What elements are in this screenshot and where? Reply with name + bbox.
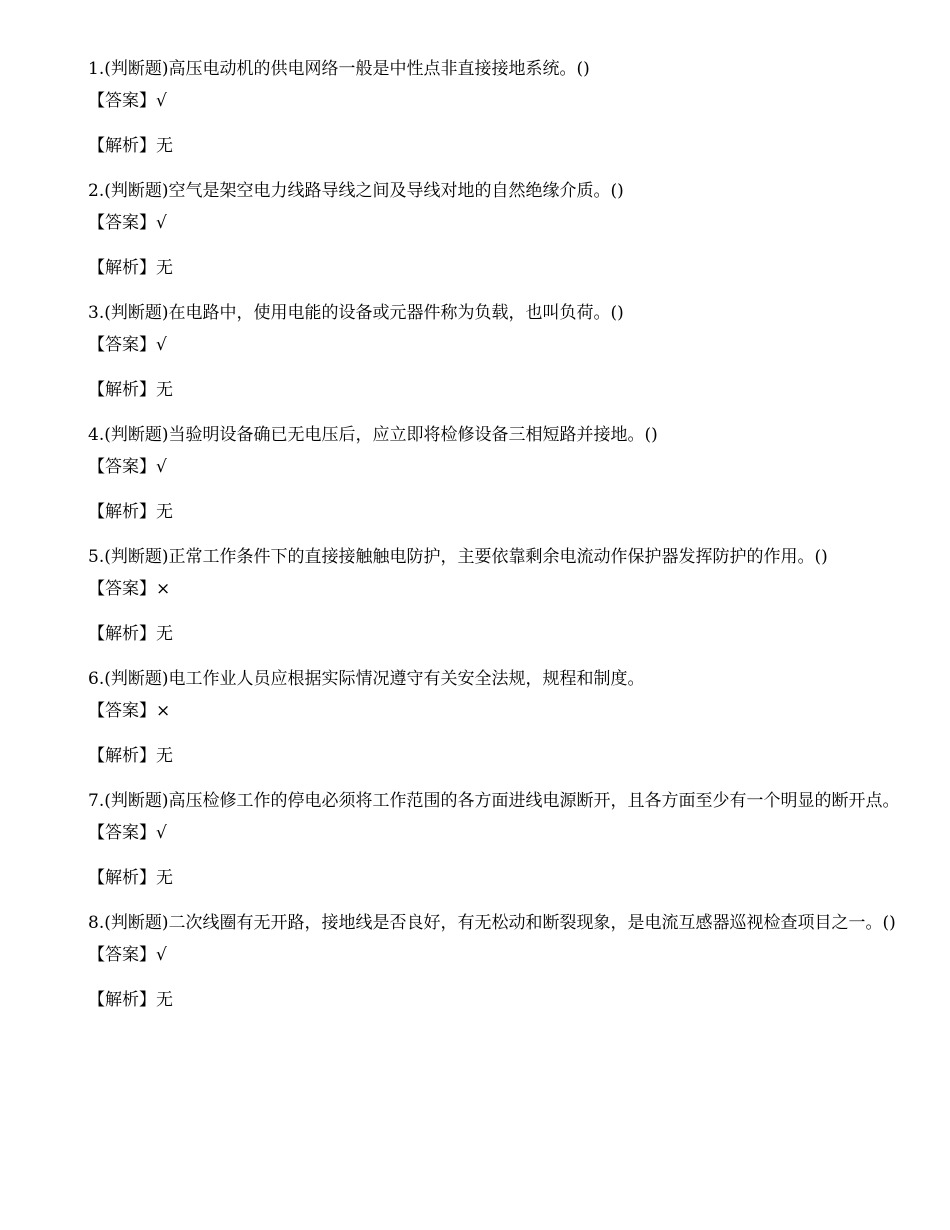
- answer-line: [88, 576, 900, 602]
- answer-label: 【答案】: [88, 945, 156, 965]
- analysis-line: [88, 499, 900, 525]
- question-item: [88, 910, 900, 1013]
- analysis-label: 【解析】: [88, 502, 156, 522]
- analysis-line: [88, 987, 900, 1013]
- question-text: 2.(判断题)空气是架空电力线路导线之间及导线对地的自然绝缘介质。(): [88, 181, 624, 201]
- answer-line: [88, 88, 900, 114]
- answer-label: 【答案】: [88, 823, 156, 843]
- answer-value: √: [156, 457, 167, 477]
- question-item: [88, 178, 900, 281]
- answer-label: 【答案】: [88, 701, 156, 721]
- question-list: [88, 56, 900, 1032]
- question-item: [88, 300, 900, 403]
- question-text: 3.(判断题)在电路中，使用电能的设备或元器件称为负载，也叫负荷。(): [88, 303, 624, 323]
- answer-value: √: [156, 213, 167, 233]
- answer-line: [88, 454, 900, 480]
- question-item: [88, 422, 900, 525]
- answer-line: [88, 698, 900, 724]
- answer-label: 【答案】: [88, 91, 156, 111]
- analysis-line: [88, 743, 900, 769]
- analysis-value: 无: [156, 258, 173, 278]
- answer-label: 【答案】: [88, 457, 156, 477]
- question-item: [88, 666, 900, 769]
- answer-value: √: [156, 823, 167, 843]
- answer-line: [88, 332, 900, 358]
- answer-label: 【答案】: [88, 335, 156, 355]
- analysis-label: 【解析】: [88, 990, 156, 1010]
- answer-value: ×: [156, 701, 171, 721]
- analysis-value: 无: [156, 502, 173, 522]
- analysis-value: 无: [156, 990, 173, 1010]
- answer-value: √: [156, 945, 167, 965]
- answer-line: [88, 210, 900, 236]
- analysis-value: 无: [156, 746, 173, 766]
- answer-value: √: [156, 335, 167, 355]
- answer-line: [88, 942, 900, 968]
- question-item: [88, 544, 900, 647]
- analysis-label: 【解析】: [88, 136, 156, 156]
- question-text: 5.(判断题)正常工作条件下的直接接触触电防护，主要依靠剩余电流动作保护器发挥防护的作用。(): [88, 547, 828, 567]
- question-text: 8.(判断题)二次线圈有无开路，接地线是否良好，有无松动和断裂现象，是电流互感器巡视检查项目之一。(): [88, 913, 896, 933]
- analysis-value: 无: [156, 624, 173, 644]
- analysis-label: 【解析】: [88, 746, 156, 766]
- analysis-line: [88, 377, 900, 403]
- analysis-value: 无: [156, 868, 173, 888]
- analysis-line: [88, 255, 900, 281]
- question-item: [88, 788, 900, 891]
- question-item: [88, 56, 900, 159]
- answer-value: √: [156, 91, 167, 111]
- analysis-label: 【解析】: [88, 380, 156, 400]
- analysis-line: [88, 133, 900, 159]
- question-text: 7.(判断题)高压检修工作的停电必须将工作范围的各方面进线电源断开，且各方面至少有一个明显的断开点。: [88, 791, 900, 811]
- analysis-label: 【解析】: [88, 258, 156, 278]
- analysis-label: 【解析】: [88, 868, 156, 888]
- analysis-value: 无: [156, 136, 173, 156]
- answer-label: 【答案】: [88, 579, 156, 599]
- question-text: 1.(判断题)高压电动机的供电网络一般是中性点非直接接地系统。(): [88, 59, 590, 79]
- analysis-line: [88, 865, 900, 891]
- answer-value: ×: [156, 579, 171, 599]
- analysis-label: 【解析】: [88, 624, 156, 644]
- answer-line: [88, 820, 900, 846]
- answer-label: 【答案】: [88, 213, 156, 233]
- analysis-line: [88, 621, 900, 647]
- question-text: 6.(判断题)电工作业人员应根据实际情况遵守有关安全法规，规程和制度。: [88, 669, 645, 689]
- analysis-value: 无: [156, 380, 173, 400]
- question-text: 4.(判断题)当验明设备确已无电压后，应立即将检修设备三相短路并接地。(): [88, 425, 658, 445]
